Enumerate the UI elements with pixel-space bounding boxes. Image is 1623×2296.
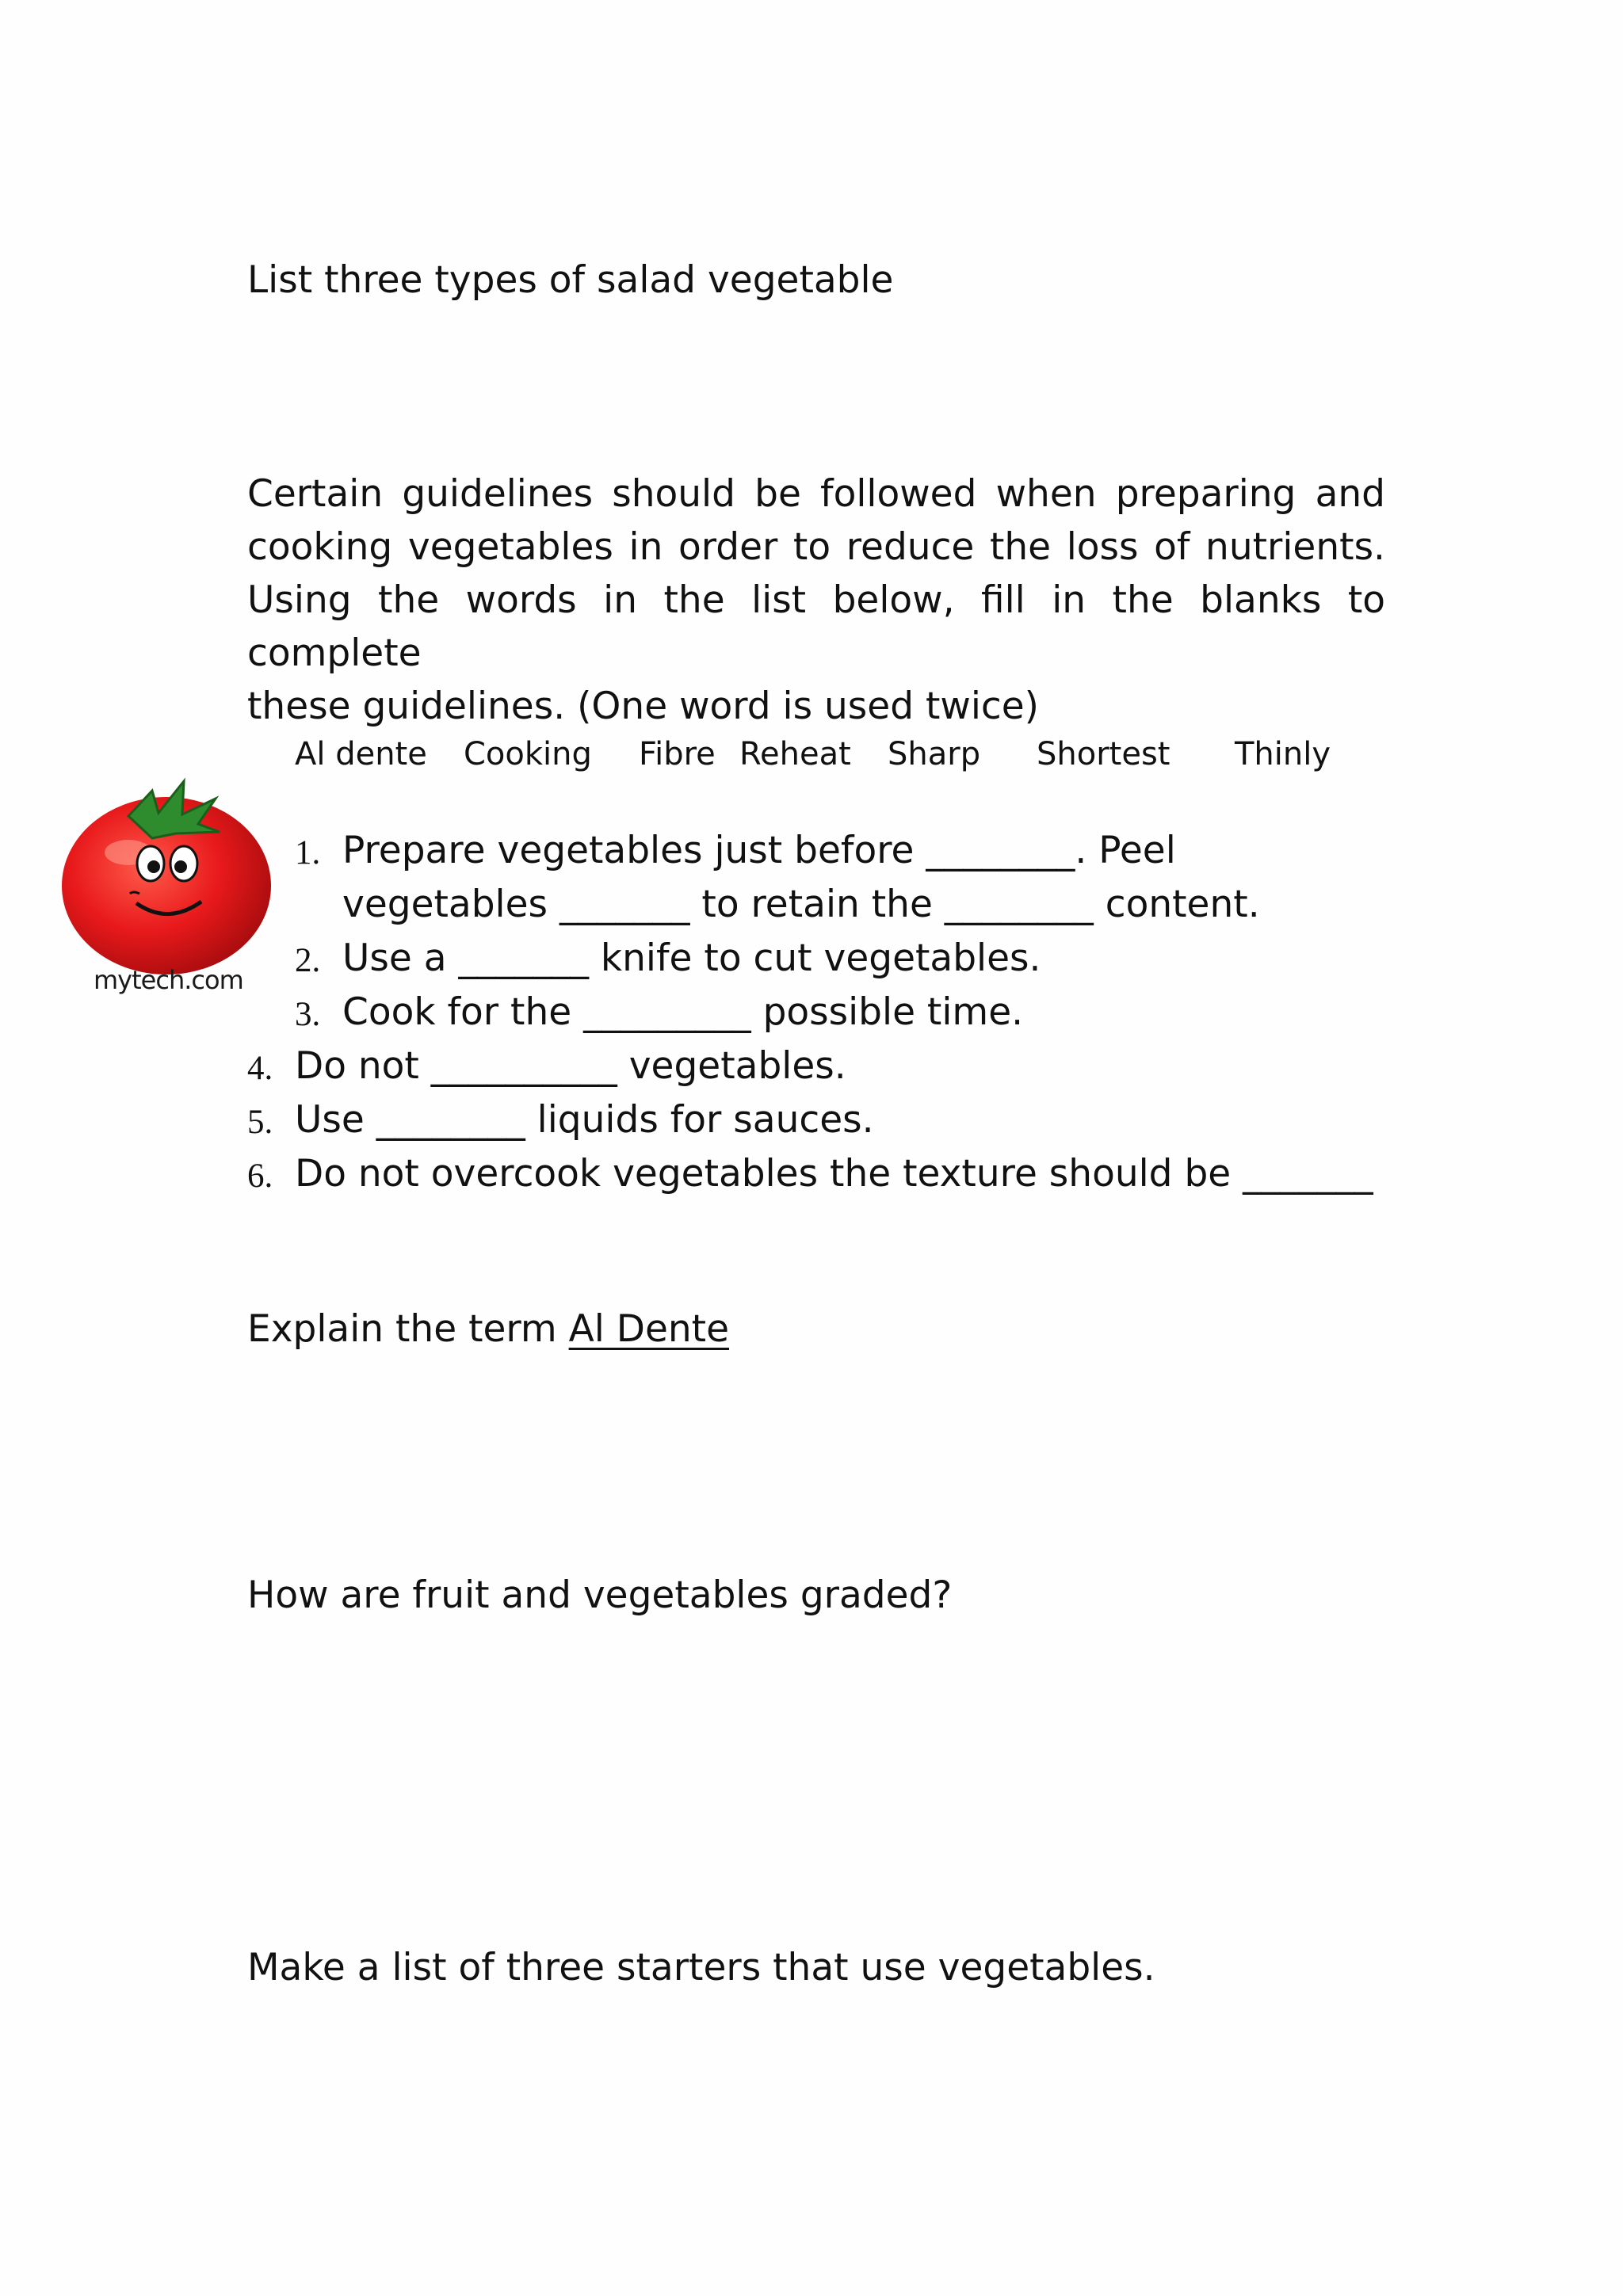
list-number: 6. bbox=[247, 1158, 273, 1195]
instructions-line-1: Certain guidelines should be followed when preparing and bbox=[247, 472, 1385, 516]
guideline-1-line-2: vegetables _______ to retain the ________ content. bbox=[342, 883, 1260, 926]
word-bank-item: Cooking bbox=[464, 736, 592, 772]
list-number: 5. bbox=[247, 1104, 273, 1141]
guideline-6: Do not overcook vegetables the texture should be _______ bbox=[295, 1152, 1373, 1196]
question-prefix: Explain the term bbox=[247, 1307, 569, 1351]
guideline-5: Use ________ liquids for sauces. bbox=[295, 1098, 874, 1142]
question-starters: Make a list of three starters that use vegetables. bbox=[247, 1946, 1155, 1989]
list-number: 1. bbox=[295, 834, 321, 871]
guidelines-instructions bbox=[247, 467, 1385, 733]
word-bank-item: Al dente bbox=[295, 736, 427, 772]
word-bank-item: Reheat bbox=[739, 736, 851, 772]
word-bank-item: Fibre bbox=[639, 736, 716, 772]
question-salad-vegetables: List three types of salad vegetable bbox=[247, 258, 894, 302]
word-bank-item: Sharp bbox=[888, 736, 981, 772]
instructions-line-3: Using the words in the list below, fill in the blanks to complete bbox=[247, 578, 1385, 675]
guideline-1-line-1: Prepare vegetables just before ________. Peel bbox=[342, 829, 1176, 872]
underlined-term: Al Dente bbox=[568, 1307, 730, 1351]
list-number: 4. bbox=[247, 1050, 273, 1087]
guideline-3: Cook for the _________ possible time. bbox=[342, 990, 1024, 1034]
guideline-4: Do not __________ vegetables. bbox=[295, 1044, 846, 1088]
image-caption: mytech.com bbox=[94, 965, 243, 995]
instructions-line-4: these guidelines. (One word is used twice) bbox=[247, 685, 1040, 728]
question-grading: How are fruit and vegetables graded? bbox=[247, 1573, 953, 1617]
question-al-dente bbox=[247, 1302, 729, 1356]
instructions-line-2: cooking vegetables in order to reduce the loss of nutrients. bbox=[247, 525, 1385, 569]
list-number: 3. bbox=[295, 996, 321, 1033]
list-number: 2. bbox=[295, 942, 321, 979]
word-bank-item: Shortest bbox=[1037, 736, 1170, 772]
word-bank-item: Thinly bbox=[1235, 736, 1331, 772]
guideline-2: Use a _______ knife to cut vegetables. bbox=[342, 936, 1041, 980]
